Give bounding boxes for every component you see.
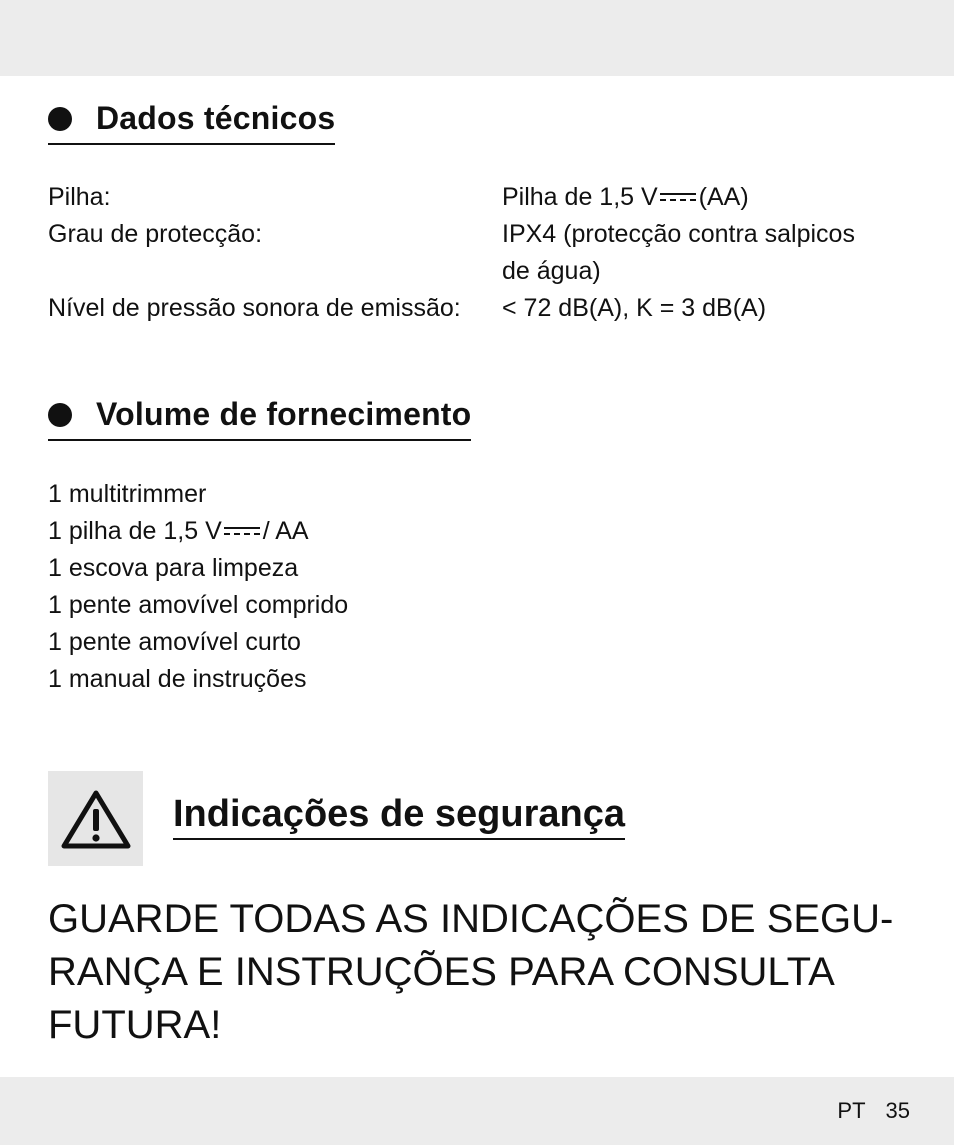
- list-item: 1 multitrimmer: [48, 480, 207, 508]
- safety-notice: [48, 893, 918, 1052]
- spec-value-suffix: (AA): [698, 183, 749, 211]
- list-item-suffix: / AA: [262, 517, 309, 545]
- supply-heading: [48, 396, 471, 441]
- direct-current-icon: [660, 192, 696, 204]
- language-code: PT: [837, 1098, 866, 1123]
- spec-label: Grau de protecção:: [48, 220, 263, 248]
- spec-label: Pilha:: [48, 183, 111, 211]
- list-item-text: 1 pilha de 1,5 V: [48, 517, 222, 545]
- technical-data-heading: [48, 100, 335, 145]
- bullet-icon: [48, 107, 72, 131]
- safety-notice-line: RANÇA E INSTRUÇÕES PARA CONSULTA: [48, 950, 835, 994]
- warning-triangle-icon: [60, 788, 132, 850]
- safety-title: Indicações de segurança: [173, 793, 625, 840]
- bottom-margin-band: [0, 1077, 954, 1145]
- technical-data-title: Dados técnicos: [96, 100, 336, 136]
- safety-notice-line: GUARDE TODAS AS INDICAÇÕES DE SEGU-: [48, 897, 894, 941]
- direct-current-icon: [224, 526, 260, 538]
- page-number: 35: [885, 1098, 910, 1123]
- list-item: 1 pente amovível curto: [48, 628, 301, 656]
- list-item: 1 manual de instruções: [48, 665, 307, 693]
- list-item: [48, 513, 348, 550]
- bullet-icon: [48, 403, 72, 427]
- spec-value-text: Pilha de 1,5 V: [502, 183, 658, 211]
- list-item: 1 pente amovível comprido: [48, 591, 349, 619]
- top-margin-band: [0, 0, 954, 76]
- warning-box: [48, 771, 143, 866]
- supply-title: Volume de fornecimento: [96, 396, 472, 432]
- spec-label: Nível de pressão sonora de emissão:: [48, 294, 461, 322]
- spec-value: < 72 dB(A), K = 3 dB(A): [502, 294, 767, 322]
- spec-value: IPX4 (protecção contra salpicos de água): [502, 220, 855, 285]
- supply-list: [48, 476, 348, 698]
- spec-value: [502, 179, 902, 216]
- safety-notice-line: FUTURA!: [48, 1003, 222, 1047]
- page-footer: [837, 1098, 910, 1124]
- list-item: 1 escova para limpeza: [48, 554, 299, 582]
